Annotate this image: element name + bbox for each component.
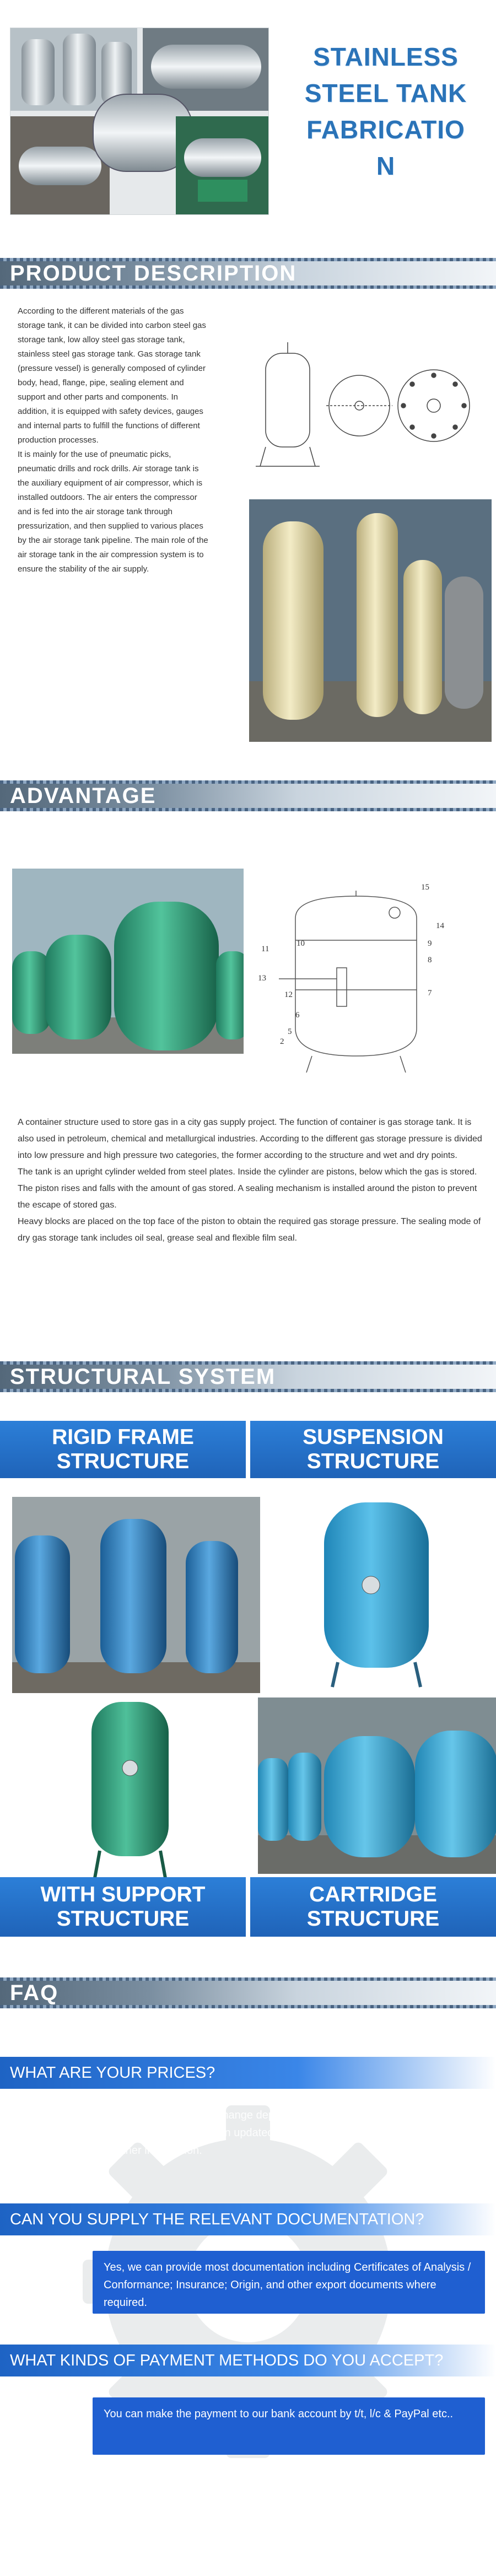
paragraph: The tank is an upright cylinder welded from steel plates. Inside the cylinder are pistons, below which the gas is stored. The piston rises and falls with the amount of gas stored. A sealing mechanism is installed around the piston to prevent the escape of stored gas.	[18, 1167, 477, 1210]
cream-tanks-image	[249, 499, 492, 742]
cream-tanks-photo	[249, 499, 492, 742]
with-support-photo	[75, 1696, 185, 1884]
question-text: WHAT KINDS OF PAYMENT METHODS DO YOU ACCEPT?	[10, 2352, 444, 2369]
diagram-label: 11	[261, 945, 269, 953]
green-tanks-image	[12, 869, 244, 1054]
faq-question-2[interactable]	[0, 2203, 496, 2235]
diagram-label: 5	[288, 1027, 292, 1036]
suspension-caption	[250, 1421, 496, 1478]
paragraph: Heavy blocks are placed on the top face of the piston to obtain the required gas storage pressure. The sealing mode of dry gas storage tank includes oil seal, grease seal and flexible film seal.	[18, 1217, 481, 1243]
cutaway-diagram-image	[246, 880, 455, 1084]
advantage-text	[18, 1114, 485, 1247]
caption-line: STRUCTURE	[306, 1907, 440, 1931]
blue-tanks-image	[12, 1497, 260, 1693]
cartridge-photo	[258, 1697, 496, 1874]
caption-line: CARTRIDGE	[309, 1883, 437, 1906]
faq-question-1[interactable]	[0, 2057, 496, 2089]
tank-cutaway-diagram	[246, 880, 455, 1084]
answer-text: Yes, we can provide most documentation including Certificates of Analysis / Conformance; Insurance; Origin, and other export documents where required.	[104, 2261, 471, 2309]
section-title: STRUCTURAL SYSTEM	[10, 1365, 276, 1389]
product-description-header	[0, 258, 496, 289]
with-support-caption	[0, 1877, 246, 1937]
hero-title-line-4: N	[376, 152, 396, 180]
diagram-label: 14	[436, 921, 444, 930]
green-tanks-photo	[12, 869, 244, 1054]
paragraph: According to the different materials of the gas storage tank, it can be divided into carbon steel gas storage tank, low alloy steel gas storage tank, stainless steel gas storage tank. Gas storage tank (pressure vessel) is generally composed of cylinder body, head, flange, pipe, sealing element and support and other parts and components. In addition, it is equipped with safety devices, gauges and internal parts to fulfill the functions of different production processes.	[18, 306, 206, 445]
faq-question-3[interactable]	[0, 2345, 496, 2376]
tank-collage-image	[10, 28, 269, 215]
technical-drawing-image	[249, 334, 492, 483]
rigid-frame-caption	[0, 1421, 246, 1478]
paragraph: A container structure used to store gas in a city gas supply project. The function of container is gas storage tank. It is also used in petroleum, chemical and metallurgical industries. According to the different gas storage pressure is divided into low pressure and high pressure two categories, the former according to the structure and wet and dry points.	[18, 1118, 482, 1160]
question-text: CAN YOU SUPPLY THE RELEVANT DOCUMENTATION?	[10, 2211, 424, 2228]
faq-answer-3	[93, 2397, 485, 2455]
single-blue-tank-image	[302, 1497, 451, 1690]
faq-header	[0, 1977, 496, 2008]
caption-line: RIGID FRAME	[52, 1425, 194, 1449]
tank-technical-drawing	[249, 334, 492, 483]
caption-line: SUSPENSION	[303, 1425, 444, 1449]
faq-answer-1	[94, 2106, 479, 2159]
diagram-label: 10	[296, 939, 305, 948]
section-title: ADVANTAGE	[10, 784, 157, 808]
structural-system-header	[0, 1361, 496, 1392]
suspension-photo	[302, 1497, 451, 1690]
hero-title-line-2: STEEL TANK	[304, 79, 467, 107]
question-text: WHAT ARE YOUR PRICES?	[10, 2064, 215, 2082]
diagram-label: 8	[428, 956, 432, 964]
diagram-label: 13	[258, 974, 266, 983]
caption-line: STRUCTURE	[56, 1907, 190, 1931]
section-title: FAQ	[10, 1981, 59, 2005]
caption-line: WITH SUPPORT	[40, 1883, 206, 1906]
green-tank-image	[75, 1696, 185, 1884]
diagram-label: 2	[280, 1037, 284, 1046]
hero-title-line-3: FABRICATIO	[306, 115, 465, 144]
hero-title-line-1: STAINLESS	[313, 42, 459, 71]
hero-title	[287, 39, 485, 184]
advantage-header	[0, 780, 496, 811]
answer-text: You can make the payment to our bank account by t/t, l/c & PayPal etc..	[104, 2408, 454, 2420]
rigid-frame-photo	[12, 1497, 260, 1693]
diagram-label: 12	[284, 990, 293, 999]
diagram-label: 15	[421, 883, 429, 892]
diagram-label: 9	[428, 939, 432, 948]
hero-photo-collage	[10, 28, 269, 215]
diagram-label: 7	[428, 989, 432, 998]
caption-line: STRUCTURE	[56, 1449, 190, 1473]
answer-text: Our prices are subject to change depending on supply and other market factors. We will send you an updated price list after your company contacts us for further information.	[94, 2109, 473, 2157]
product-description-text	[18, 304, 211, 576]
cartridge-caption	[250, 1877, 496, 1937]
caption-line: STRUCTURE	[306, 1449, 440, 1473]
paragraph: It is mainly for the use of pneumatic picks, pneumatic drills and rock drills. Air storage tank is the auxiliary equipment of air compressor, which is installed outdoors. The air enters the compressor and is fed into the air storage tank through pressurization, and then supplied to various places by the air storage tank pipeline. The main role of the air storage tank in the air compression system is to ensure the stability of the air supply.	[18, 450, 208, 574]
diagram-label: 6	[295, 1011, 300, 1020]
faq-answer-2	[93, 2251, 485, 2314]
section-title: PRODUCT DESCRIPTION	[10, 261, 297, 285]
blue-tank-row-image	[258, 1697, 496, 1874]
